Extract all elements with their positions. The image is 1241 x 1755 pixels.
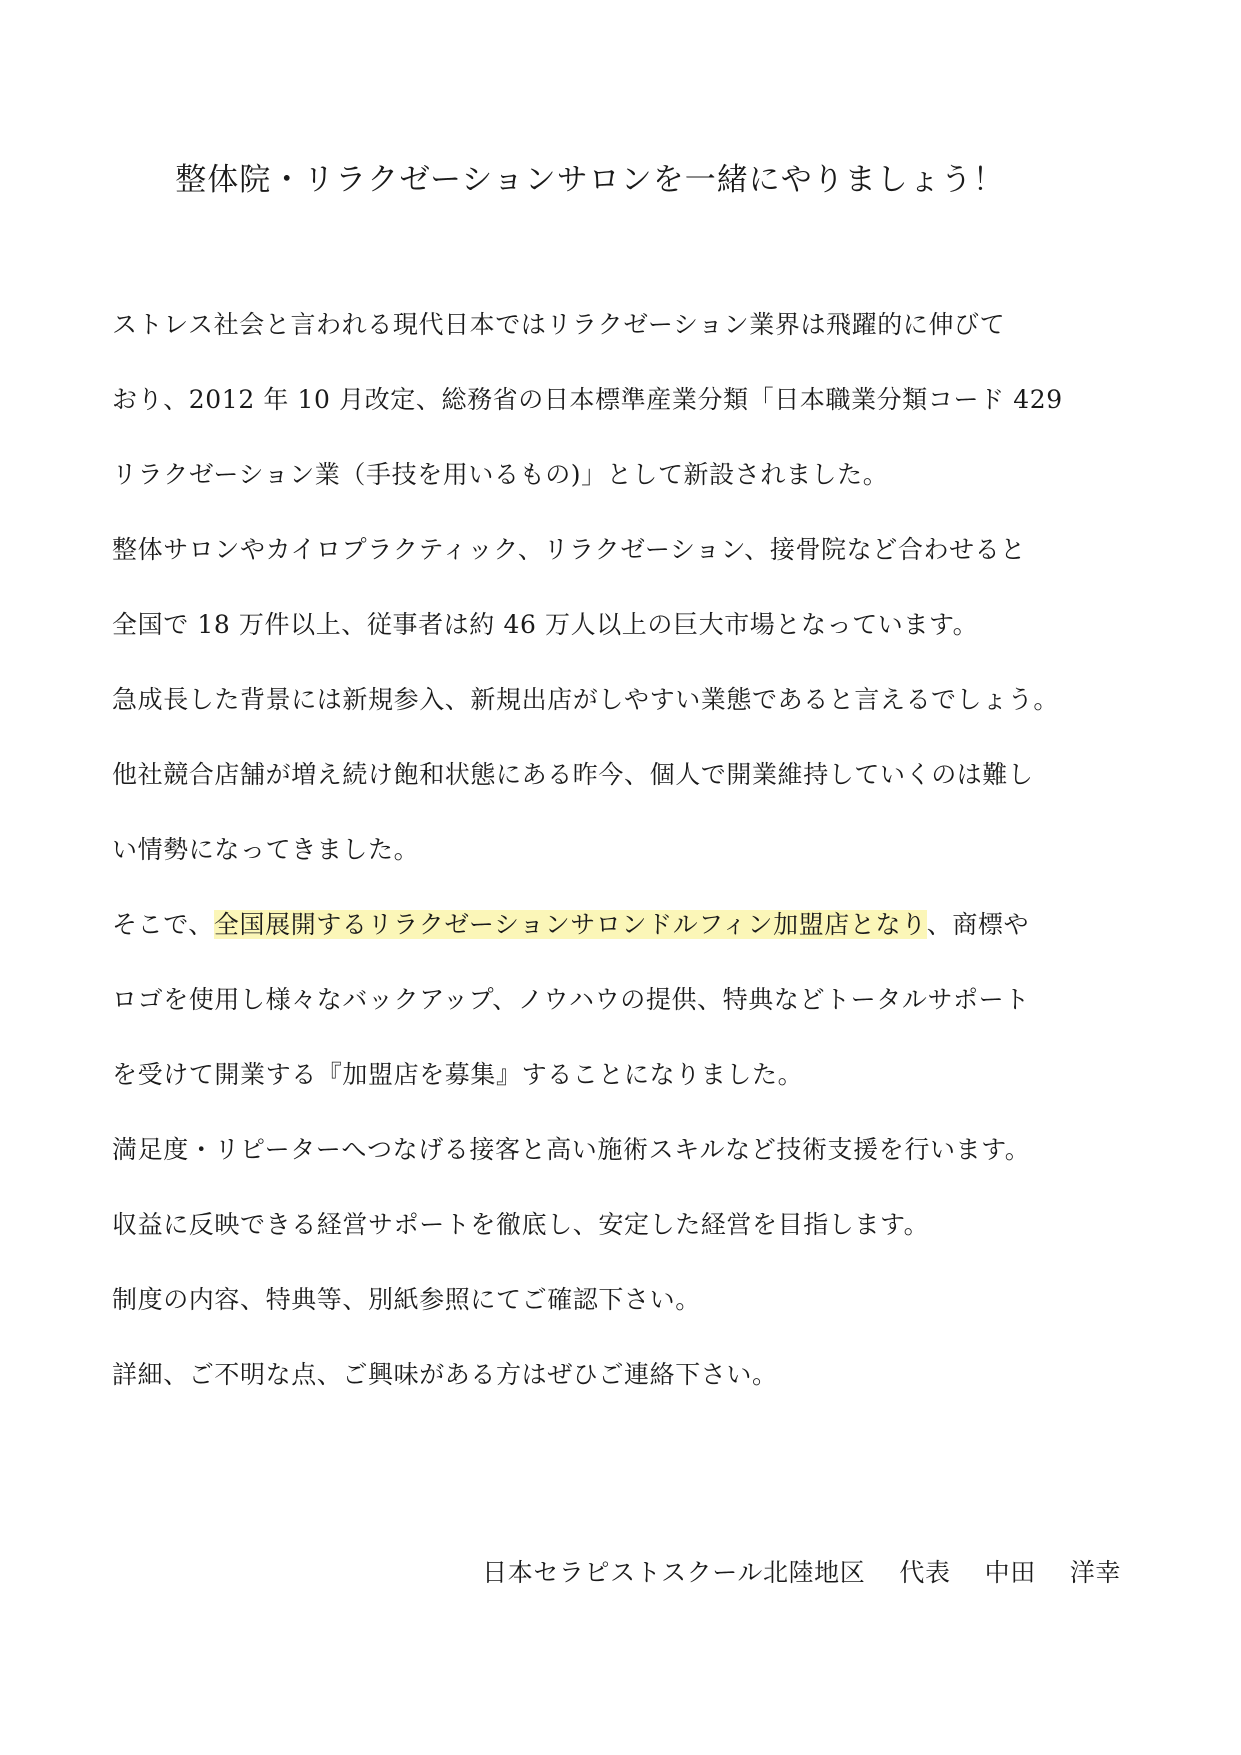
signature-organization: 日本セラピストスクール北陸地区 xyxy=(482,1558,866,1587)
body-line: リラクゼーション業（手技を用いるもの)」として新設されました。 xyxy=(112,460,889,489)
body-line: 収益に反映できる経営サポートを徹底し、安定した経営を目指します。 xyxy=(112,1210,930,1239)
body-line: 全国で 18 万件以上、従事者は約 46 万人以上の巨大市場となっています。 xyxy=(112,610,979,639)
body-text xyxy=(112,310,1142,1435)
body-line: ロゴを使用し様々なバックアップ、ノウハウの提供、特典などトータルサポート xyxy=(112,985,1030,1014)
body-line: 他社競合店舗が増え続け飽和状態にある昨今、個人で開業維持していくのは難し xyxy=(112,760,1034,789)
body-line: 急成長した背景には新規参入、新規出店がしやすい業態であると言えるでしょう。 xyxy=(112,685,1059,714)
body-line: おり、2012 年 10 月改定、総務省の日本標準産業分類「日本職業分類コード 429 xyxy=(112,385,1063,414)
body-line: 詳細、ご不明な点、ご興味がある方はぜひご連絡下さい。 xyxy=(112,1360,778,1389)
line-prefix: そこで、 xyxy=(112,910,214,939)
body-line: 満足度・リピーターへつなげる接客と高い施術スキルなど技術支援を行います。 xyxy=(112,1135,1031,1164)
signature xyxy=(482,1558,1121,1588)
body-line: い情勢になってきました。 xyxy=(112,835,420,864)
body-line: を受けて開業する『加盟店を募集』することになりました。 xyxy=(112,1060,804,1089)
body-line: 整体サロンやカイロプラクティック、リラクゼーション、接骨院など合わせると xyxy=(112,535,1026,564)
body-line: ストレス社会と言われる現代日本ではリラクゼーション業界は飛躍的に伸びて xyxy=(112,310,1006,339)
highlighted-phrase: 全国展開するリラクゼーションサロンドルフィン加盟店となり xyxy=(213,910,927,939)
signature-family-name: 中田 xyxy=(984,1558,1036,1587)
page-title: 整体院・リラクゼーションサロンを一緒にやりましょう！ xyxy=(175,162,1005,198)
signature-given-name: 洋幸 xyxy=(1069,1558,1121,1587)
body-line: 制度の内容、特典等、別紙参照にてご確認下さい。 xyxy=(112,1285,701,1314)
line-suffix: 、商標や xyxy=(926,910,1030,939)
body-line-with-highlight xyxy=(112,910,1142,939)
signature-role: 代表 xyxy=(899,1558,951,1587)
